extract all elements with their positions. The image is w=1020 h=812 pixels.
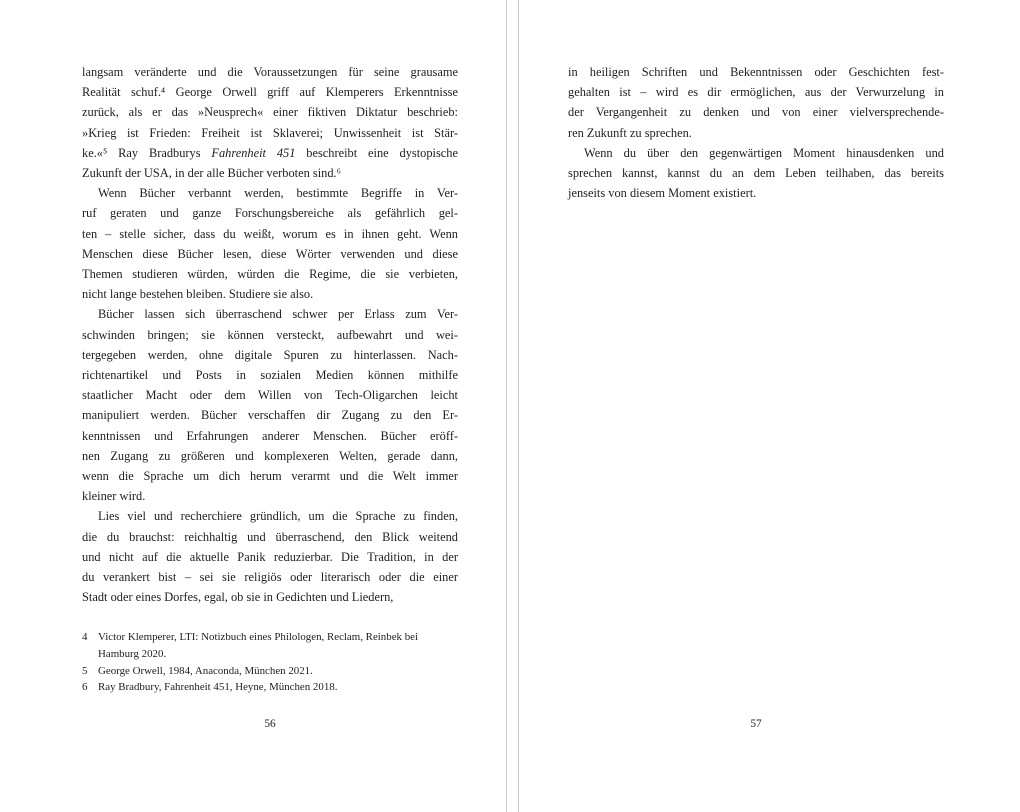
text-line: Bücher lassen sich überraschend schwer per Erlass zum Ver- <box>98 307 458 322</box>
text-line: Zukunft der USA, in der alle Bücher verboten sind.⁶ <box>82 166 341 181</box>
text-line: ruf geraten und ganze Forschungsbereiche als gefährlich gel- <box>82 206 458 221</box>
text-line: kleiner wird. <box>82 489 146 504</box>
footnote-number: 5 <box>82 664 88 677</box>
right-page-body-text <box>568 62 944 203</box>
text-line: staatlicher Macht oder dem Willen von Tech-Oligarchen leicht <box>82 388 458 403</box>
paragraph <box>568 62 944 143</box>
left-page-body-text <box>82 62 458 607</box>
footnote <box>82 629 458 663</box>
text-line: und nicht auf die aktuelle Panik reduzierbar. Die Tradition, in der <box>82 549 458 564</box>
text-line: die du brauchst: reichhaltig und überraschend, den Blick weitend <box>82 529 458 544</box>
text-line: George Orwell, 1984, Anaconda, München 2021. <box>98 664 313 677</box>
text-line: ten – stelle sicher, dass du weißt, worum es in ihnen geht. Wenn <box>82 226 458 241</box>
text-line: manipuliert werden. Bücher verschaffen dir Zugang zu den Er- <box>82 408 458 423</box>
left-page <box>0 0 506 812</box>
paragraph <box>82 183 458 304</box>
text-line: nicht lange bestehen bleiben. Studiere sie also. <box>82 287 314 302</box>
right-page-number: 57 <box>750 718 762 730</box>
footnote-text <box>98 663 458 680</box>
left-page-number: 56 <box>264 718 276 730</box>
text-line: sprechen kannst, kannst du an dem Leben teilhaben, das bereits <box>568 166 944 181</box>
text-line: Stadt oder eines Dorfes, egal, ob sie in Gedichten und Liedern, <box>82 590 394 605</box>
text-line: schwinden bringen; sie können versteckt, aufbewahrt und wei- <box>82 327 458 342</box>
text-line: tergegeben werden, ohne digitale Spuren zu hinterlassen. Nach- <box>82 347 458 362</box>
text-line: nen Zugang zu größeren und komplexeren Welten, gerade dann, <box>82 448 458 463</box>
text-line: Realität schuf.⁴ George Orwell griff auf Klemperers Erkenntnisse <box>82 85 458 100</box>
text-line: jenseits von diesem Moment existiert. <box>568 186 757 201</box>
paragraph <box>568 143 944 204</box>
footnote <box>82 663 458 680</box>
text-line: Menschen diese Bücher lesen, diese Wörter verwenden und diese <box>82 246 458 261</box>
text-line: Lies viel und recherchiere gründlich, um die Sprache zu finden, <box>98 509 458 524</box>
text-line: Wenn du über den gegenwärtigen Moment hinausdenken und <box>584 145 944 160</box>
paragraph <box>82 62 458 183</box>
text-line: langsam veränderte und die Voraussetzungen für seine grausame <box>82 65 458 79</box>
text-line: du verankert bist – sei sie religiös oder literarisch oder die einer <box>82 570 458 585</box>
left-page-footnotes <box>82 629 458 696</box>
text-line: in heiligen Schriften und Bekenntnissen oder Geschichten fest- <box>568 65 944 79</box>
text-line: Themen studieren würden, würden die Regime, die sie verbieten, <box>82 267 458 282</box>
text-line: Hamburg 2020. <box>98 647 167 660</box>
footnote-number: 6 <box>82 681 88 694</box>
text-line: Wenn Bücher verbannt werden, bestimmte Begriffe in Ver- <box>98 186 458 201</box>
text-line: »Krieg ist Frieden: Freiheit ist Sklaverei; Unwissenheit ist Stär- <box>82 125 458 140</box>
footnote-number: 4 <box>82 631 88 643</box>
paragraph <box>82 304 458 506</box>
text-line: ke.«⁵ Ray Bradburys Fahrenheit 451 beschreibt eine dystopische <box>82 145 459 160</box>
text-line: zurück, als er das »Neusprech« einer fiktiven Diktatur beschrieb: <box>82 105 458 120</box>
text-line: gehalten ist – wird es dir ermöglichen, aus der Verwurzelung in <box>568 85 944 100</box>
right-page <box>518 0 1020 812</box>
text-line: richtenartikel und Posts in sozialen Medien können mithilfe <box>82 368 458 383</box>
text-line: wenn die Sprache um dich herum verarmt und die Welt immer <box>82 469 458 484</box>
text-line: ren Zukunft zu sprechen. <box>568 125 692 140</box>
text-line: Victor Klemperer, LTI: Notizbuch eines Philologen, Reclam, Reinbek bei <box>98 631 418 643</box>
text-line: der Vergangenheit zu denken und von einer vielversprechende- <box>568 105 944 120</box>
text-line: Ray Bradbury, Fahrenheit 451, Heyne, München 2018. <box>98 681 338 694</box>
footnote-text <box>98 629 458 663</box>
page-edge-line-left <box>506 0 507 812</box>
paragraph <box>82 506 458 607</box>
footnote-text <box>98 679 458 696</box>
footnote <box>82 679 458 696</box>
text-line: kenntnissen und Erfahrungen anderer Menschen. Bücher eröff- <box>82 428 458 443</box>
